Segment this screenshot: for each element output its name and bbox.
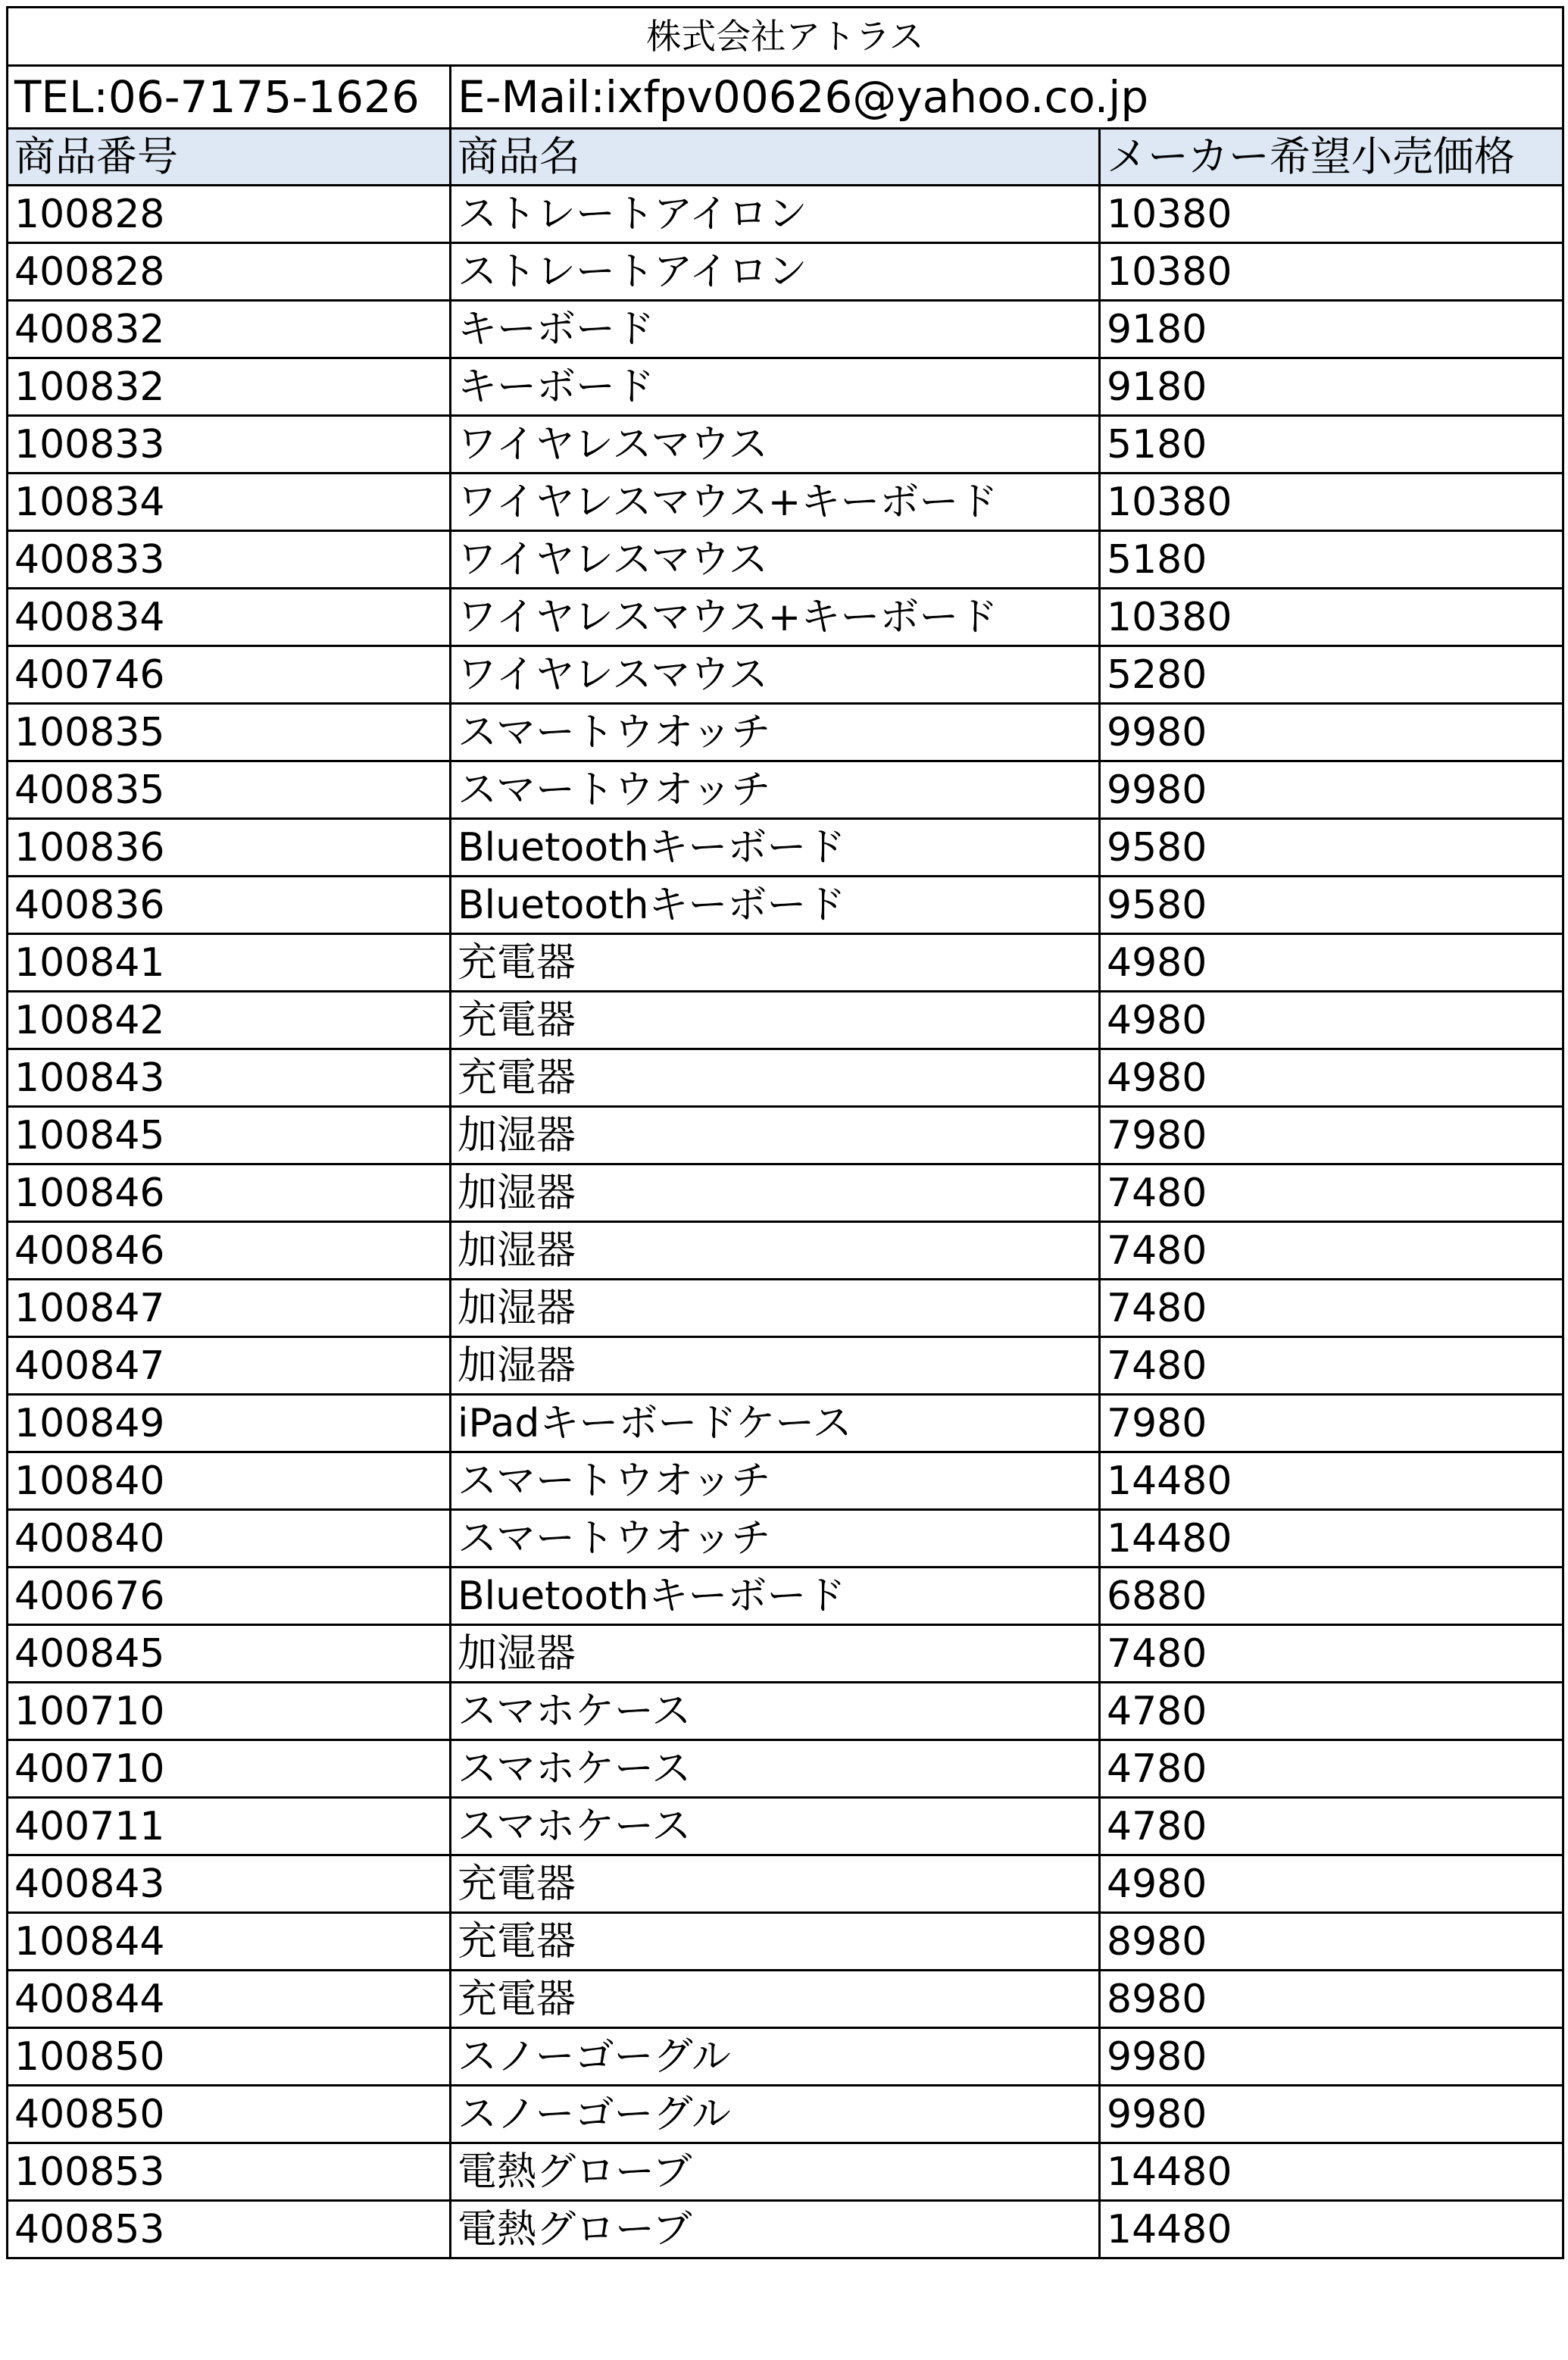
product-number-cell: 400850 <box>8 2086 451 2143</box>
table-row <box>8 474 1563 531</box>
table-row <box>8 1164 1563 1222</box>
product-name-cell: 充電器 <box>451 992 1100 1049</box>
retail-price-cell: 5180 <box>1100 531 1563 589</box>
product-name-cell: スマホケース <box>451 1740 1100 1798</box>
product-number-cell: 100833 <box>8 416 451 474</box>
product-number-cell: 100836 <box>8 819 451 877</box>
product-price-sheet <box>6 6 1562 2259</box>
table-row <box>8 761 1563 819</box>
retail-price-cell: 5180 <box>1100 416 1563 474</box>
retail-price-cell: 4780 <box>1100 1798 1563 1855</box>
product-name-cell: 充電器 <box>451 1913 1100 1971</box>
retail-price-cell: 9980 <box>1100 761 1563 819</box>
product-table <box>6 6 1564 2259</box>
product-number-cell: 400711 <box>8 1798 451 1855</box>
table-row <box>8 1740 1563 1798</box>
retail-price-cell: 9580 <box>1100 877 1563 934</box>
product-name-cell: 充電器 <box>451 1855 1100 1913</box>
product-number-cell: 400847 <box>8 1337 451 1395</box>
table-row <box>8 704 1563 761</box>
retail-price-cell: 7980 <box>1100 1107 1563 1164</box>
table-row <box>8 1971 1563 2028</box>
table-row <box>8 1395 1563 1452</box>
product-number-cell: 100844 <box>8 1913 451 1971</box>
product-number-cell: 100710 <box>8 1683 451 1740</box>
product-name-cell: 加湿器 <box>451 1164 1100 1222</box>
retail-price-cell: 7480 <box>1100 1222 1563 1280</box>
table-row <box>8 877 1563 934</box>
product-number-cell: 100846 <box>8 1164 451 1222</box>
retail-price-cell: 7480 <box>1100 1625 1563 1683</box>
table-row <box>8 2143 1563 2201</box>
phone-number: TEL:06-7175-1626 <box>8 66 451 129</box>
product-name-cell: スマートウオッチ <box>451 1510 1100 1568</box>
retail-price-cell: 4980 <box>1100 992 1563 1049</box>
table-row <box>8 589 1563 646</box>
contact-row <box>8 66 1563 129</box>
product-number-cell: 400746 <box>8 646 451 704</box>
product-number-cell: 100843 <box>8 1049 451 1107</box>
product-name-cell: ワイヤレスマウス+キーボード <box>451 589 1100 646</box>
table-row <box>8 819 1563 877</box>
retail-price-cell: 14480 <box>1100 1452 1563 1510</box>
product-name-cell: スマートウオッチ <box>451 761 1100 819</box>
product-number-cell: 100849 <box>8 1395 451 1452</box>
table-row <box>8 531 1563 589</box>
product-number-cell: 400833 <box>8 531 451 589</box>
table-row <box>8 1798 1563 1855</box>
product-number-cell: 400835 <box>8 761 451 819</box>
retail-price-cell: 9980 <box>1100 704 1563 761</box>
product-number-cell: 100834 <box>8 474 451 531</box>
retail-price-cell: 8980 <box>1100 1913 1563 1971</box>
retail-price-cell: 7480 <box>1100 1280 1563 1337</box>
column-header-retail-price: メーカー希望小売価格 <box>1100 129 1563 186</box>
product-number-cell: 100828 <box>8 186 451 243</box>
retail-price-cell: 14480 <box>1100 1510 1563 1568</box>
table-row <box>8 1107 1563 1164</box>
product-number-cell: 400828 <box>8 243 451 301</box>
product-name-cell: スマホケース <box>451 1798 1100 1855</box>
table-row <box>8 1683 1563 1740</box>
company-name: 株式会社アトラス <box>8 8 1563 66</box>
product-name-cell: キーボード <box>451 301 1100 358</box>
product-name-cell: スマートウオッチ <box>451 1452 1100 1510</box>
product-name-cell: ワイヤレスマウス+キーボード <box>451 474 1100 531</box>
product-name-cell: 加湿器 <box>451 1222 1100 1280</box>
table-row <box>8 1625 1563 1683</box>
product-name-cell: Bluetoothキーボード <box>451 877 1100 934</box>
table-body <box>8 8 1563 2258</box>
product-number-cell: 400853 <box>8 2201 451 2258</box>
product-name-cell: Bluetoothキーボード <box>451 819 1100 877</box>
title-row <box>8 8 1563 66</box>
product-name-cell: ストレートアイロン <box>451 243 1100 301</box>
product-name-cell: ワイヤレスマウス <box>451 416 1100 474</box>
product-name-cell: 加湿器 <box>451 1625 1100 1683</box>
product-name-cell: ストレートアイロン <box>451 186 1100 243</box>
product-number-cell: 400845 <box>8 1625 451 1683</box>
retail-price-cell: 5280 <box>1100 646 1563 704</box>
product-number-cell: 100842 <box>8 992 451 1049</box>
retail-price-cell: 4780 <box>1100 1683 1563 1740</box>
retail-price-cell: 10380 <box>1100 474 1563 531</box>
product-number-cell: 400840 <box>8 1510 451 1568</box>
retail-price-cell: 9980 <box>1100 2086 1563 2143</box>
retail-price-cell: 9180 <box>1100 358 1563 416</box>
product-name-cell: 電熱グローブ <box>451 2201 1100 2258</box>
retail-price-cell: 7480 <box>1100 1337 1563 1395</box>
table-row <box>8 2028 1563 2086</box>
column-header-product-name: 商品名 <box>451 129 1100 186</box>
product-number-cell: 400843 <box>8 1855 451 1913</box>
product-number-cell: 100853 <box>8 2143 451 2201</box>
table-row <box>8 186 1563 243</box>
product-number-cell: 100850 <box>8 2028 451 2086</box>
product-number-cell: 100832 <box>8 358 451 416</box>
product-name-cell: スノーゴーグル <box>451 2028 1100 2086</box>
retail-price-cell: 9180 <box>1100 301 1563 358</box>
table-row <box>8 934 1563 992</box>
table-row <box>8 243 1563 301</box>
table-row <box>8 2201 1563 2258</box>
product-name-cell: 充電器 <box>451 1971 1100 2028</box>
product-name-cell: Bluetoothキーボード <box>451 1568 1100 1625</box>
table-row <box>8 1568 1563 1625</box>
product-number-cell: 100835 <box>8 704 451 761</box>
table-row <box>8 2086 1563 2143</box>
product-number-cell: 400832 <box>8 301 451 358</box>
header-row <box>8 129 1563 186</box>
table-row <box>8 1337 1563 1395</box>
retail-price-cell: 4980 <box>1100 1855 1563 1913</box>
retail-price-cell: 14480 <box>1100 2143 1563 2201</box>
table-row <box>8 301 1563 358</box>
retail-price-cell: 7980 <box>1100 1395 1563 1452</box>
table-row <box>8 1049 1563 1107</box>
product-number-cell: 400846 <box>8 1222 451 1280</box>
product-name-cell: スマホケース <box>451 1683 1100 1740</box>
email-address: E-Mail:ixfpv00626@yahoo.co.jp <box>451 66 1563 129</box>
table-row <box>8 646 1563 704</box>
product-name-cell: iPadキーボードケース <box>451 1395 1100 1452</box>
retail-price-cell: 9980 <box>1100 2028 1563 2086</box>
retail-price-cell: 14480 <box>1100 2201 1563 2258</box>
product-number-cell: 400844 <box>8 1971 451 2028</box>
product-name-cell: 充電器 <box>451 934 1100 992</box>
retail-price-cell: 6880 <box>1100 1568 1563 1625</box>
table-row <box>8 1452 1563 1510</box>
retail-price-cell: 4980 <box>1100 934 1563 992</box>
column-header-product-number: 商品番号 <box>8 129 451 186</box>
retail-price-cell: 7480 <box>1100 1164 1563 1222</box>
product-name-cell: 充電器 <box>451 1049 1100 1107</box>
retail-price-cell: 10380 <box>1100 589 1563 646</box>
product-number-cell: 100845 <box>8 1107 451 1164</box>
product-name-cell: ワイヤレスマウス <box>451 531 1100 589</box>
product-number-cell: 100840 <box>8 1452 451 1510</box>
product-number-cell: 400836 <box>8 877 451 934</box>
product-number-cell: 100847 <box>8 1280 451 1337</box>
product-number-cell: 100841 <box>8 934 451 992</box>
product-name-cell: ワイヤレスマウス <box>451 646 1100 704</box>
product-name-cell: 加湿器 <box>451 1107 1100 1164</box>
retail-price-cell: 4780 <box>1100 1740 1563 1798</box>
retail-price-cell: 10380 <box>1100 186 1563 243</box>
table-row <box>8 358 1563 416</box>
table-row <box>8 416 1563 474</box>
retail-price-cell: 10380 <box>1100 243 1563 301</box>
retail-price-cell: 8980 <box>1100 1971 1563 2028</box>
table-row <box>8 992 1563 1049</box>
product-name-cell: スノーゴーグル <box>451 2086 1100 2143</box>
retail-price-cell: 4980 <box>1100 1049 1563 1107</box>
table-row <box>8 1222 1563 1280</box>
retail-price-cell: 9580 <box>1100 819 1563 877</box>
table-row <box>8 1855 1563 1913</box>
table-row <box>8 1913 1563 1971</box>
product-number-cell: 400676 <box>8 1568 451 1625</box>
product-name-cell: キーボード <box>451 358 1100 416</box>
product-number-cell: 400834 <box>8 589 451 646</box>
product-name-cell: 加湿器 <box>451 1280 1100 1337</box>
table-row <box>8 1510 1563 1568</box>
table-row <box>8 1280 1563 1337</box>
product-name-cell: 電熱グローブ <box>451 2143 1100 2201</box>
product-number-cell: 400710 <box>8 1740 451 1798</box>
product-name-cell: スマートウオッチ <box>451 704 1100 761</box>
product-name-cell: 加湿器 <box>451 1337 1100 1395</box>
